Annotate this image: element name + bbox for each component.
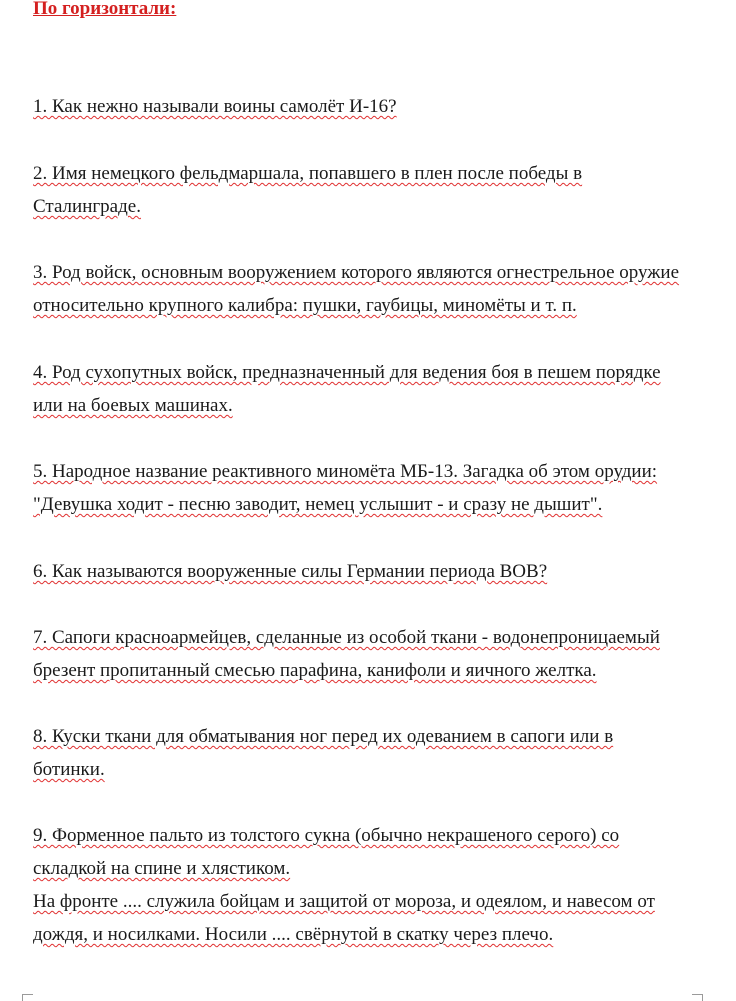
clue-line: 9. Форменное пальто из толстого сукна (обычно некрашеного серого) со xyxy=(33,825,620,846)
clue-line: ботинки. xyxy=(33,759,105,780)
clue-line: 7. Сапоги красноармейцев, сделанные из особой ткани - водонепроницаемый xyxy=(33,627,660,648)
clue-line: 5. Народное название реактивного миномёта МБ-13. Загадка об этом орудии: xyxy=(33,461,658,482)
clue-6 xyxy=(33,555,723,588)
clue-line: дождя, и носилками. Носили .... свёрнутой в скатку через плечо. xyxy=(33,924,554,945)
clue-line: складкой на спине и хлястиком. xyxy=(33,858,291,879)
clue-1 xyxy=(33,90,723,123)
clue-2 xyxy=(33,157,723,223)
clue-line: 2. Имя немецкого фельдмаршала, попавшего в плен после победы в xyxy=(33,163,583,184)
clue-line: 1. Как нежно называли воины самолёт И-16? xyxy=(33,96,397,117)
clue-line: брезент пропитанный смесью парафина, канифоли и яичного желтка. xyxy=(33,660,597,681)
clue-7 xyxy=(33,621,723,687)
clue-line: Сталинграде. xyxy=(33,196,141,217)
clue-line: относительно крупного калибра: пушки, гаубицы, миномёты и т. п. xyxy=(33,295,577,316)
clue-line: На фронте .... служила бойцам и защитой от мороза, и одеялом, и навесом от xyxy=(33,891,655,912)
clue-line: 6. Как называются вооруженные силы Германии периода ВОВ? xyxy=(33,561,548,582)
clue-line: 4. Род сухопутных войск, предназначенный для ведения боя в пешем порядке xyxy=(33,362,661,383)
clue-8 xyxy=(33,720,723,786)
clue-line: "Девушка ходит - песню заводит, немец услышит - и сразу не дышит". xyxy=(33,494,603,515)
clue-line: 8. Куски ткани для обматывания ног перед их одеванием в сапоги или в xyxy=(33,726,614,747)
clue-5 xyxy=(33,455,723,521)
section-heading: По горизонтали: xyxy=(33,0,177,19)
clue-9 xyxy=(33,819,723,951)
clue-line: 3. Род войск, основным вооружением которого являются огнестрельное оружие xyxy=(33,262,680,283)
clue-3 xyxy=(33,256,723,322)
clue-line: или на боевых машинах. xyxy=(33,395,233,416)
clue-4 xyxy=(33,356,723,422)
